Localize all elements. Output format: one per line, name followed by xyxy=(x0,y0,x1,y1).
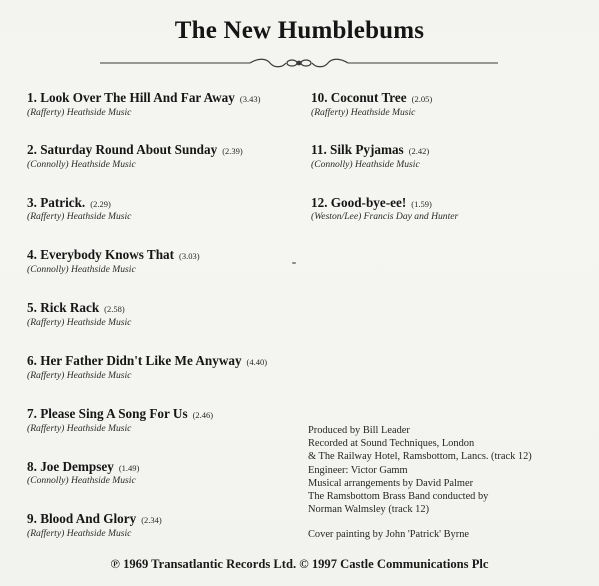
ornament-scroll-right xyxy=(312,59,348,67)
notes-line-engineer: Engineer: Victor Gamm xyxy=(308,464,408,476)
track-3-credit: (Rafferty) Heathside Music xyxy=(27,211,132,222)
track-12 xyxy=(311,192,432,211)
track-5-time: (2.58) xyxy=(104,304,125,314)
track-11 xyxy=(311,139,429,158)
track-8-credit: (Connolly) Heathside Music xyxy=(27,475,136,486)
ornament-divider xyxy=(100,56,498,70)
production-notes xyxy=(308,424,532,516)
track-2 xyxy=(27,139,243,158)
track-6-time: (4.40) xyxy=(246,357,268,367)
copyright-line: ℗ 1969 Transatlantic Records Ltd. © 1997 Castle Communications Plc xyxy=(110,557,489,571)
paper-speck xyxy=(292,262,296,264)
track-3-time: (2.29) xyxy=(90,199,111,209)
track-5 xyxy=(27,297,125,316)
track-9 xyxy=(27,508,162,527)
ornament-center-dot xyxy=(297,61,302,66)
track-2-title: 2. Saturday Round About Sunday xyxy=(27,142,218,157)
track-12-title: 12. Good-bye-ee! xyxy=(311,195,407,210)
track-12-credit: (Weston/Lee) Francis Day and Hunter xyxy=(311,211,459,222)
track-6-credit: (Rafferty) Heathside Music xyxy=(27,370,132,381)
track-7-credit: (Rafferty) Heathside Music xyxy=(27,423,132,434)
notes-line-recorded: Recorded at Sound Techniques, London xyxy=(308,438,475,450)
notes-line-conductor: Norman Walmsley (track 12) xyxy=(308,504,430,516)
track-8-time: (1.49) xyxy=(118,463,140,473)
notes-line-railway-hotel: & The Railway Hotel, Ramsbottom, Lancs. (track 12) xyxy=(308,451,532,463)
ornament-center-left-oval xyxy=(287,60,297,66)
track-12-time: (1.59) xyxy=(411,199,432,209)
notes-line-arrangements: Musical arrangements by David Palmer xyxy=(308,477,474,489)
track-7 xyxy=(27,403,213,422)
track-11-credit: (Connolly) Heathside Music xyxy=(311,159,420,170)
track-1-time: (3.43) xyxy=(239,94,261,104)
track-2-time: (2.39) xyxy=(222,146,243,156)
notes-line-brass-band: The Ramsbottom Brass Band conducted by xyxy=(308,491,489,503)
track-6-title: 6. Her Father Didn't Like Me Anyway xyxy=(27,353,242,368)
track-11-time: (2.42) xyxy=(408,146,430,156)
notes-line-producer: Produced by Bill Leader xyxy=(308,425,410,436)
track-5-title: 5. Rick Rack xyxy=(27,300,100,315)
track-9-credit: (Rafferty) Heathside Music xyxy=(27,528,132,539)
track-10-time: (2.05) xyxy=(411,94,433,104)
track-9-title: 9. Blood And Glory xyxy=(27,511,137,526)
track-1-credit: (Rafferty) Heathside Music xyxy=(27,107,132,118)
track-7-time: (2.46) xyxy=(192,410,214,420)
track-2-credit: (Connolly) Heathside Music xyxy=(27,159,136,170)
track-6 xyxy=(27,350,267,369)
track-10-title: 10. Coconut Tree xyxy=(311,90,407,105)
track-9-time: (2.34) xyxy=(141,515,162,525)
track-3-title: 3. Patrick. xyxy=(27,195,86,210)
track-1 xyxy=(27,87,260,106)
cover-credit: Cover painting by John 'Patrick' Byrne xyxy=(308,529,470,540)
ornament-center-right-oval xyxy=(301,60,311,66)
track-11-title: 11. Silk Pyjamas xyxy=(311,142,404,157)
track-3 xyxy=(27,192,111,211)
track-4-credit: (Connolly) Heathside Music xyxy=(27,264,136,275)
album-title: The New Humblebums xyxy=(174,17,425,44)
track-4 xyxy=(27,244,200,263)
track-10 xyxy=(311,87,432,106)
track-10-credit: (Rafferty) Heathside Music xyxy=(311,107,416,118)
track-4-title: 4. Everybody Knows That xyxy=(27,247,175,262)
ornament-scroll-left xyxy=(250,59,286,67)
track-7-title: 7. Please Sing A Song For Us xyxy=(27,406,188,421)
track-5-credit: (Rafferty) Heathside Music xyxy=(27,317,132,328)
track-1-title: 1. Look Over The Hill And Far Away xyxy=(27,90,235,105)
track-8 xyxy=(27,456,139,475)
track-4-time: (3.03) xyxy=(179,251,200,261)
track-8-title: 8. Joe Dempsey xyxy=(27,459,114,474)
